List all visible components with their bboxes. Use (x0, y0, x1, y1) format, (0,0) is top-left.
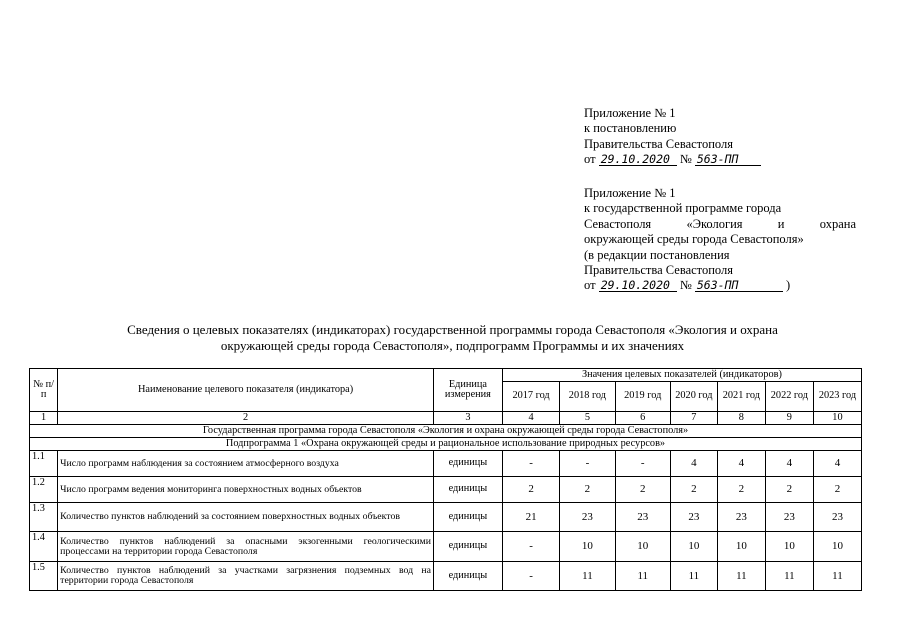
column-number: 7 (670, 412, 717, 425)
column-number: 6 (615, 412, 670, 425)
value: 10 (813, 532, 861, 562)
closing-parenthesis: ) (786, 278, 791, 293)
appendix-1-date-line (584, 152, 856, 167)
value: 23 (813, 503, 861, 532)
value: 23 (560, 503, 615, 532)
value: 11 (615, 562, 670, 591)
value: 4 (717, 451, 765, 477)
column-number: 2 (58, 412, 434, 425)
value: 21 (502, 503, 559, 532)
value: 2 (670, 477, 717, 503)
row-number: 1.3 (30, 503, 58, 532)
program-row: Государственная программа города Севастополя «Экология и охрана окружающей среды города Севастополя» (30, 425, 862, 438)
indicator-name: Количество пунктов наблюдений за состоянием поверхностных водных объектов (58, 503, 434, 532)
row-number: 1.5 (30, 562, 58, 591)
title-line-1: Сведения о целевых показателях (индикаторах) государственной программы города Севастополя «Экология и охрана (127, 322, 778, 337)
appendix-2-block (584, 186, 856, 294)
value: 11 (813, 562, 861, 591)
value: 23 (717, 503, 765, 532)
header-name: Наименование целевого показателя (индикатора) (58, 369, 434, 412)
row-number: 1.2 (30, 477, 58, 503)
appendix-2-line-5: (в редакции постановления (584, 247, 730, 262)
document-title (40, 322, 865, 354)
column-number: 10 (813, 412, 861, 425)
value: 10 (765, 532, 813, 562)
title-line-2: окружающей среды города Севастополя», подпрограмм Программы и их значениях (220, 338, 685, 353)
table-row (30, 503, 862, 532)
table-row (30, 532, 862, 562)
unit: единицы (433, 562, 502, 591)
header-year: 2019 год (615, 382, 670, 412)
value: - (502, 562, 559, 591)
handwritten-number: 563-ПП (695, 153, 761, 166)
header-year: 2017 год (502, 382, 559, 412)
header-unit: Единица измерения (433, 369, 502, 412)
appendix-1-block (584, 106, 856, 168)
handwritten-date: 29.10.2020 (599, 279, 677, 292)
indicators-table (29, 368, 862, 591)
header-year: 2023 год (813, 382, 861, 412)
indicator-name: Число программ наблюдения за состоянием атмосферного воздуха (58, 451, 434, 477)
subprogram-row: Подпрограмма 1 «Охрана окружающей среды и рациональное использование природных ресурсов» (30, 438, 862, 451)
appendix-2-line-3: Севастополя «Экология и охрана (584, 216, 856, 231)
table-row (30, 562, 862, 591)
table-row (30, 477, 862, 503)
date-prefix: от (584, 278, 596, 293)
column-number: 4 (502, 412, 559, 425)
unit: единицы (433, 503, 502, 532)
appendix-2-date-line (584, 278, 856, 293)
value: 11 (560, 562, 615, 591)
header-year: 2018 год (560, 382, 615, 412)
value: 11 (765, 562, 813, 591)
appendix-1-line-3: Правительства Севастополя (584, 136, 733, 151)
value: 4 (765, 451, 813, 477)
value: 2 (717, 477, 765, 503)
value: 2 (813, 477, 861, 503)
appendix-1-line-2: к постановлению (584, 121, 677, 136)
value: 4 (813, 451, 861, 477)
value: - (615, 451, 670, 477)
value: 23 (765, 503, 813, 532)
appendix-2-line-4: окружающей среды города Севастополя» (584, 232, 804, 247)
unit: единицы (433, 532, 502, 562)
date-prefix: от (584, 152, 596, 167)
appendix-1-line-1: Приложение № 1 (584, 106, 676, 120)
column-number: 9 (765, 412, 813, 425)
appendix-2-line-6: Правительства Севастополя (584, 263, 733, 278)
value: 2 (765, 477, 813, 503)
value: 10 (717, 532, 765, 562)
handwritten-number: 563-ПП (695, 279, 783, 292)
number-prefix: № (679, 278, 692, 293)
unit: единицы (433, 451, 502, 477)
indicator-name: Количество пунктов наблюдений за опасными экзогенными геологическими процессами на территории города Севастополя (58, 532, 434, 562)
row-number: 1.4 (30, 532, 58, 562)
appendix-2-line-1: Приложение № 1 (584, 186, 676, 200)
header-values-group: Значения целевых показателей (индикаторов) (502, 369, 861, 382)
column-number: 3 (433, 412, 502, 425)
header-num: № п/п (30, 369, 58, 412)
appendix-2-line-2: к государственной программе города (584, 201, 782, 216)
value: - (502, 451, 559, 477)
value: 23 (670, 503, 717, 532)
row-number: 1.1 (30, 451, 58, 477)
column-number: 8 (717, 412, 765, 425)
value: 10 (670, 532, 717, 562)
table-row (30, 451, 862, 477)
header-year: 2022 год (765, 382, 813, 412)
indicator-name: Число программ ведения мониторинга поверхностных водных объектов (58, 477, 434, 503)
unit: единицы (433, 477, 502, 503)
column-number: 5 (560, 412, 615, 425)
value: 11 (670, 562, 717, 591)
header-year: 2021 год (717, 382, 765, 412)
value: - (560, 451, 615, 477)
value: 2 (615, 477, 670, 503)
handwritten-date: 29.10.2020 (599, 153, 677, 166)
value: 2 (560, 477, 615, 503)
column-number: 1 (30, 412, 58, 425)
number-prefix: № (679, 152, 692, 167)
value: 11 (717, 562, 765, 591)
value: 2 (502, 477, 559, 503)
header-year: 2020 год (670, 382, 717, 412)
value: 4 (670, 451, 717, 477)
value: 23 (615, 503, 670, 532)
value: 10 (560, 532, 615, 562)
indicator-name: Количество пунктов наблюдений за участками загрязнения подземных вод на территории города Севастополя (58, 562, 434, 591)
value: - (502, 532, 559, 562)
value: 10 (615, 532, 670, 562)
